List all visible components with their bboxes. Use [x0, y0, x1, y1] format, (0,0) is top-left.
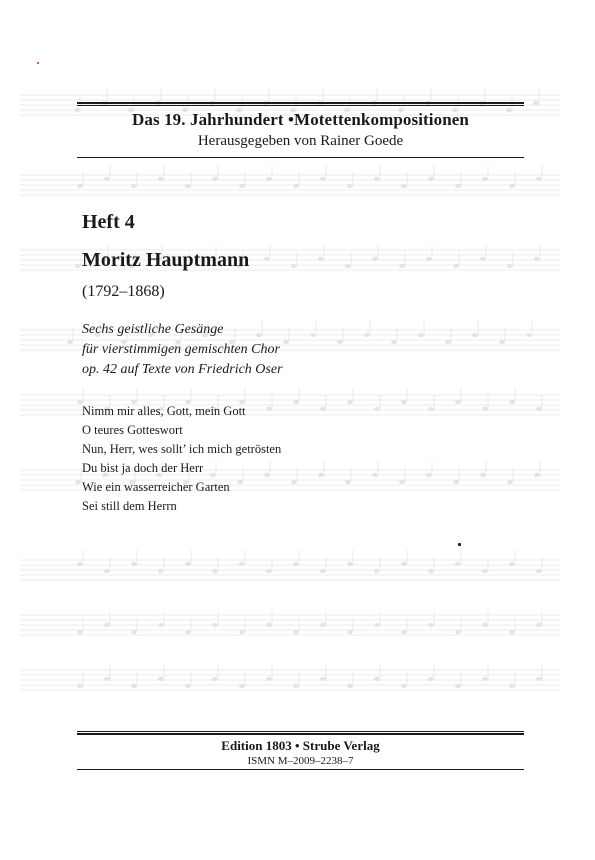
bleed-note [428, 407, 434, 411]
dark-speck-mark [458, 543, 461, 546]
bleed-note [455, 562, 461, 566]
bleed-note [364, 333, 370, 337]
bleed-note [104, 177, 110, 181]
bleed-note [239, 684, 245, 688]
bleed-note [75, 480, 81, 484]
bleed-note [320, 177, 326, 181]
composer-name: Moritz Hauptmann [82, 249, 250, 271]
red-speck-mark [37, 62, 39, 64]
bleed-note [509, 562, 515, 566]
bleed-note [131, 562, 137, 566]
bleed-note [455, 684, 461, 688]
bleed-note [509, 184, 515, 188]
bleed-note [239, 184, 245, 188]
bleed-note [320, 677, 326, 681]
bleed-note [374, 623, 380, 627]
bleed-note [77, 562, 83, 566]
bleed-note [185, 184, 191, 188]
subtitle-line: für vierstimmigen gemischten Chor [82, 342, 280, 357]
bleed-note [536, 623, 542, 627]
bleed-note [428, 177, 434, 181]
bleed-note [445, 340, 451, 344]
bleed-note [536, 407, 542, 411]
publisher-bottom-rule [77, 769, 524, 770]
bleed-note [374, 177, 380, 181]
bleed-note [345, 264, 351, 268]
bleed-note [131, 184, 137, 188]
bleed-note [453, 264, 459, 268]
top-rule-thick [77, 102, 524, 104]
bleed-note [212, 677, 218, 681]
bleed-note [212, 569, 218, 573]
bleed-note [318, 257, 324, 261]
bleed-note [266, 677, 272, 681]
bleed-note [482, 177, 488, 181]
bleed-note [320, 623, 326, 627]
bleed-note [320, 569, 326, 573]
bleed-note [455, 400, 461, 404]
bleed-note [499, 340, 505, 344]
song-title: Nimm mir alles, Gott, mein Gott [82, 404, 246, 418]
bleed-note [455, 630, 461, 634]
bleed-note [534, 473, 540, 477]
bleed-note [345, 480, 351, 484]
bleed-note [67, 340, 73, 344]
work-subtitle [82, 320, 283, 380]
bleed-note [455, 184, 461, 188]
bleed-note [401, 562, 407, 566]
bleed-note [509, 400, 515, 404]
song-list [82, 402, 281, 516]
bleed-note [507, 264, 513, 268]
bleed-note [426, 257, 432, 261]
bleed-note [158, 177, 164, 181]
publisher-top-rule-thin [77, 731, 524, 732]
bleed-note [318, 473, 324, 477]
bleed-note [264, 257, 270, 261]
bleed-note [480, 257, 486, 261]
bleed-note [347, 630, 353, 634]
bleed-note [374, 677, 380, 681]
song-title: Wie ein wasserreicher Garten [82, 480, 230, 494]
bleed-note [418, 333, 424, 337]
bleed-note [480, 473, 486, 477]
bleed-note [239, 630, 245, 634]
bleed-note [131, 684, 137, 688]
bleed-note [212, 177, 218, 181]
ismn-number: ISMN M–2009–2238–7 [247, 755, 354, 767]
bleed-note [372, 473, 378, 477]
bleed-note [374, 407, 380, 411]
bleed-note [77, 630, 83, 634]
bleed-note [507, 480, 513, 484]
bleed-note [185, 630, 191, 634]
bleed-note [536, 569, 542, 573]
publisher-top-rule-thick [77, 733, 524, 735]
bleed-note [185, 562, 191, 566]
bleed-note [104, 623, 110, 627]
subtitle-line: op. 42 auf Texte von Friedrich Oser [82, 362, 283, 377]
song-title: Sei still dem Herrn [82, 499, 177, 513]
song-title: Du bist ja doch der Herr [82, 461, 204, 475]
bleed-note [399, 480, 405, 484]
bleed-note [526, 333, 532, 337]
header-bottom-rule [77, 157, 524, 158]
bleed-note [77, 184, 83, 188]
bleed-note [536, 177, 542, 181]
bleed-note [347, 400, 353, 404]
bleed-note [347, 684, 353, 688]
bleed-note [347, 184, 353, 188]
bleed-note [509, 630, 515, 634]
bleed-note [266, 569, 272, 573]
bleed-note [266, 623, 272, 627]
bleed-note [472, 333, 478, 337]
bleed-note [266, 177, 272, 181]
bleed-note [283, 340, 289, 344]
bleed-note [310, 333, 316, 337]
bleed-note [131, 630, 137, 634]
bleed-note [293, 400, 299, 404]
bleed-note [291, 264, 297, 268]
bleed-note [428, 623, 434, 627]
bleed-note [372, 257, 378, 261]
bleed-note [293, 562, 299, 566]
bleed-note [212, 623, 218, 627]
bleed-note [399, 264, 405, 268]
composer-lifespan: (1792–1868) [82, 283, 165, 300]
bleed-note [534, 257, 540, 261]
bleed-note [426, 473, 432, 477]
bleed-note [482, 623, 488, 627]
song-title: Nun, Herr, wes sollt’ ich mich getrösten [82, 442, 282, 456]
bleed-note [104, 677, 110, 681]
subtitle-line: Sechs geistliche Gesänge [82, 322, 224, 337]
bleed-note [482, 677, 488, 681]
bleed-note [482, 407, 488, 411]
bleed-note [347, 562, 353, 566]
bleed-note [391, 340, 397, 344]
bleed-note [401, 400, 407, 404]
bleed-note [374, 569, 380, 573]
bleed-note [104, 569, 110, 573]
bleed-note [401, 630, 407, 634]
bleed-note [293, 184, 299, 188]
bleed-note [509, 684, 515, 688]
bleed-note [428, 677, 434, 681]
song-title: O teures Gotteswort [82, 423, 183, 437]
volume-number: Heft 4 [82, 211, 135, 233]
bleed-note [320, 407, 326, 411]
bleed-note [185, 684, 191, 688]
bleed-note [401, 684, 407, 688]
bleed-note [401, 184, 407, 188]
bleed-note [158, 677, 164, 681]
bleed-note [536, 677, 542, 681]
bleed-note [158, 569, 164, 573]
bleed-note [77, 684, 83, 688]
bleed-note [428, 569, 434, 573]
bleed-note [533, 101, 539, 105]
top-rule-thin [77, 105, 524, 106]
bleed-note [291, 480, 297, 484]
bleed-note [75, 264, 81, 268]
bleed-note [293, 630, 299, 634]
series-editor: Herausgegeben von Rainer Goede [197, 133, 404, 149]
bleed-note [293, 684, 299, 688]
publisher-line: Edition 1803 • Strube Verlag [221, 738, 380, 753]
bleed-note [239, 562, 245, 566]
bleed-note [453, 480, 459, 484]
series-title: Das 19. Jahrhundert •Motettenkompositionen [132, 110, 469, 129]
bleed-note [337, 340, 343, 344]
bleed-note [482, 569, 488, 573]
bleed-note [158, 623, 164, 627]
